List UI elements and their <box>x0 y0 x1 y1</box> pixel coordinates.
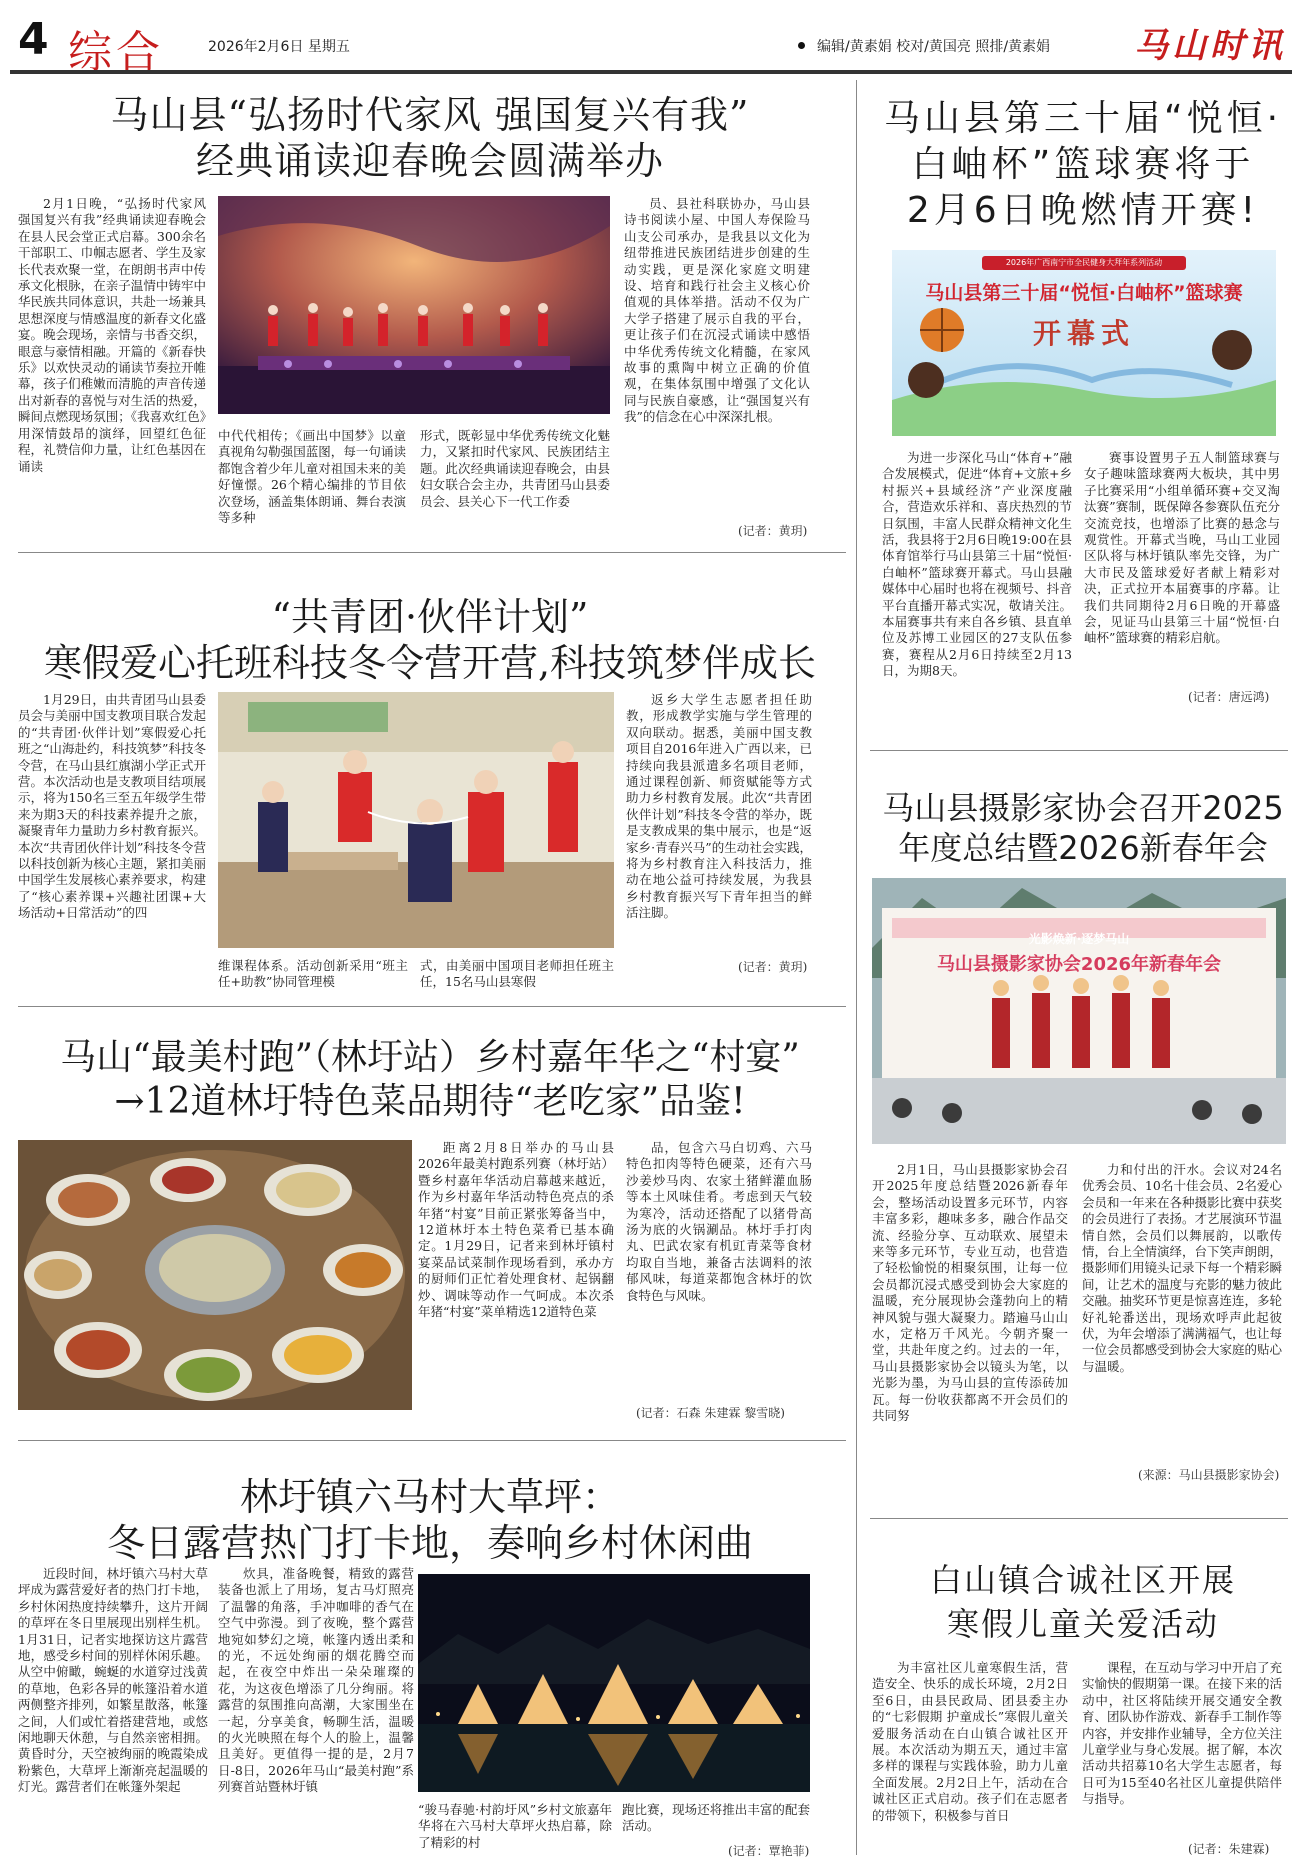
headline-line: 马山县第三十届“悦恒· <box>883 98 1283 139</box>
article-2-caption-right <box>420 958 614 998</box>
article-1-column-3 <box>624 196 810 486</box>
article-3-headline <box>20 1036 840 1124</box>
article-4-caption-right <box>622 1802 810 1842</box>
basketball-poster <box>892 250 1276 436</box>
article-3-column-3 <box>626 1140 812 1376</box>
headline-line: 寒假爱心托班科技冬令营开营,科技筑梦伴成长 <box>43 641 817 685</box>
body-text: 为进一步深化马山“体育+”融合发展模式，促进“体育+文旅+乡村振兴+县域经济”产业深度融合，营造欢乐祥和、喜庆热烈的节日氛围，丰富人民群众精神文化生活，我县将于2月6日晚19:00在县体育馆举行马山县第三十届“悦恒·白岫杯”篮球赛开幕式。马山县融媒体中心届时也将在视频号、抖音平台直播开幕式实况，敬请关注。本届赛事共有来自各乡镇、县直单位及苏博工业园区的27支队伍参赛，赛程从2月6日持续至2月13日，为期8天。 <box>882 450 1072 679</box>
headline-line: 林圩镇六马村大草坪： <box>239 1475 620 1519</box>
poster-banner-text: 2026年广西南宁市全民健身大拜年系列活动 <box>1005 258 1163 267</box>
article-5-column-2 <box>1084 450 1280 682</box>
article-4-caption-left <box>418 1802 612 1858</box>
headline-line: 白山镇合诚社区开展 <box>929 1561 1236 1599</box>
article-5-column-1 <box>882 450 1072 700</box>
article-2-headline <box>20 594 840 686</box>
credits-text: 编辑/黄素娟 校对/黄国亮 照排/黄素娟 <box>817 39 1051 55</box>
body-text: 1月29日，由共青团马山县委员会与美丽中国支教项目联合发起的“共青团·伙伴计划”寒假爱心托班之“山海赴约，科技筑梦”科技冬令营，在马山县红旗湖小学正式开营。本次活动也是支教项目结项展示，将为150名三至五年级学生带来为期3天的科技素养提升之旅，凝聚青年力量助力乡村教育振兴。本次“共青团伙伴计划”科技冬令营以科技创新为核心主题，紧扣美丽中国学生发展核心素养要求，构建了“核心素养课+兴趣社团课+大场活动+日常活动”的四 <box>18 692 206 921</box>
article-1-stage-photo <box>218 196 610 414</box>
headline-line: 年度总结暨2026新春年会 <box>898 829 1268 867</box>
article-4-campsite-photo <box>418 1574 810 1792</box>
article-7-column-1 <box>872 1660 1068 1858</box>
article-1-headline <box>20 92 840 184</box>
article-6-column-1 <box>872 1162 1068 1472</box>
headline-line: 白岫杯”篮球赛将于 <box>911 144 1255 185</box>
body-text: “骏马春驰·村韵圩风”乡村文旅嘉年华将在六马村大草坪火热启幕，除了精彩的村 <box>418 1802 612 1850</box>
bullet-icon <box>798 42 805 49</box>
article-2-column-1 <box>18 692 206 986</box>
article-divider <box>870 750 1288 751</box>
article-4-column-2 <box>218 1566 414 1798</box>
body-text: 课程，在互动与学习中开启了充实愉快的假期第一课。在接下来的活动中，社区将陆续开展交通安全教育、团队协作游戏、新春手工制作等内容，并安排作业辅导，全方位关注儿童学业与身心发展。据了解，本次活动共招募10名大学生志愿者，每日可为15至40名社区儿童提供陪伴与指导。 <box>1082 1660 1282 1807</box>
article-6-column-2 <box>1082 1162 1282 1432</box>
article-2-column-3 <box>626 692 812 954</box>
new-year-gala-image <box>872 878 1286 1144</box>
headline-line: 2月6日晚燃情开赛! <box>906 190 1260 231</box>
article-2-caption-left <box>218 958 408 998</box>
masthead <box>10 12 1292 78</box>
article-divider <box>18 1006 846 1007</box>
body-text: 维课程体系。活动创新采用“班主任+助教”协同管理模 <box>218 958 408 990</box>
article-3-feast-photo <box>18 1140 412 1410</box>
article-4-byline: (记者：覃艳菲) <box>728 1844 810 1858</box>
body-text: 员、县社科联协办，马山县诗书阅读小屋、中国人寿保险马山支公司承办，是我县以文化为纽带推进民族团结进步创建的生动实践，更是深化家庭文明建设、培育和践行社会主义核心价值观的具体举措。活动不仅为广大学子搭建了展示自我的平台，更让孩子们在沉浸式诵读中感悟中华优秀传统文化精髓，在家风故事的熏陶中树立正确的价值观，在集体氛围中增强了文化认同与民族自豪感，让“强国复兴有我”的信念在心中深深扎根。 <box>624 196 810 425</box>
poster-title: 马山县第三十届“悦恒·白岫杯”篮球赛 <box>925 282 1243 304</box>
body-text: 近段时间，林圩镇六马村大草坪成为露营爱好者的热门打卡地，乡村休闲热度持续攀升，这片开阔的草坪在冬日里展现出别样生机。1月31日，记者实地探访这片露营地，感受乡村间的别样休闲乐趣。从空中俯瞰，蜿蜒的水道穿过浅黄的草地，色彩各异的帐篷沿着水道两侧整齐排列，如繁星散落，帐篷之间，人们或忙着搭建营地，或悠闲地聊天休憩，与自然亲密相拥。黄昏时分，天空被绚丽的晚霞染成粉紫色，大草坪上渐渐亮起温暖的灯光。露营者们在帐篷外架起 <box>18 1566 208 1795</box>
body-text: 距离2月8日举办的马山县2026年最美村跑系列赛（林圩站）暨乡村嘉年华活动启幕越来越近，作为乡村嘉年华活动特色亮点的杀年猪“村宴”目前正紧张筹备当中，12道林圩本土特色菜肴已基本确定。1月29日，记者来到林圩镇村宴菜品试菜制作现场看到，承办方的厨师们正忙着处理食材、起锅翻炒、调味等动作一气呵成。本次杀年猪“村宴”菜单精选12道特色菜 <box>418 1140 614 1320</box>
night-campsite-image <box>418 1574 810 1792</box>
article-divider <box>18 1440 846 1441</box>
article-3-byline: (记者：石森 朱建霖 黎雪晓) <box>636 1406 785 1420</box>
poster-subtitle: 开幕式 <box>1032 317 1135 350</box>
headline-line: 寒假儿童关爱活动 <box>946 1605 1219 1643</box>
section-name: 综合 <box>68 27 164 78</box>
headline-line: →12道林圩特色菜品期待“老吃家”品鉴! <box>114 1081 746 1122</box>
gala-banner-main: 马山县摄影家协会2026年新春年会 <box>936 954 1222 975</box>
article-7-column-2 <box>1082 1660 1282 1836</box>
headline-line: 马山“最美村跑”（林圩站）乡村嘉年华之“村宴” <box>60 1037 800 1078</box>
body-text: 2月1日，马山县摄影家协会召开2025年度总结暨2026新春年会，整场活动设置多元环节，内容丰富多彩，趣味多多，融合作品交流、经验分享、互动联欢、展望未来等多元环节，专业互动，也营造了轻松愉悦的相聚氛围，让每一位会员都沉浸式感受到协会大家庭的温暖，充分展现协会蓬勃向上的精神风貌与强大凝聚力。踏遍马山山水，定格万千风光。今朝齐聚一堂，共赴年度之约。过去的一年，马山县摄影家协会以镜头为笔，以光影为墨，为马山县的宣传添砖加瓦。每一份收获都离不开会员们的共同努 <box>872 1162 1068 1424</box>
article-1-column-1 <box>18 196 206 530</box>
article-4-headline <box>20 1474 840 1566</box>
column-divider <box>856 80 857 1855</box>
article-2-classroom-photo <box>218 692 614 948</box>
article-1-caption-right <box>420 428 610 540</box>
article-1-byline: (记者：黄玥) <box>738 524 808 538</box>
village-feast-image <box>18 1140 412 1410</box>
body-text: 力和付出的汗水。会议对24名优秀会员、10名十佳会员、2名爱心会员和一年来在各种摄影比赛中获奖的会员进行了表扬。才艺展演环节温情自然，会员们以舞展韵，以歌传情，台上全情演绎，台下笑声朗朗，摄影师们用镜头记录下每一个精彩瞬间，让艺术的温度与充影的魅力彼此交融。抽奖环节更是惊喜连连，多轮好礼轮番送出，现场欢呼声此起彼伏，为年会增添了满满福气，也让每一位会员都感受到协会大家庭的贴心与温暖。 <box>1082 1162 1282 1374</box>
issue-date: 2026年2月6日 星期五 <box>208 39 350 55</box>
article-divider <box>870 1518 1288 1519</box>
gala-banner-top: 光影焕新·逐梦马山 <box>1028 932 1130 946</box>
article-2-byline: (记者：黄玥) <box>738 960 808 974</box>
headline-line: 经典诵读迎春晚会圆满举办 <box>195 139 664 183</box>
article-7-headline <box>876 1558 1290 1646</box>
article-1-caption-left <box>218 428 406 540</box>
body-text: 赛事设置男子五人制篮球赛与女子趣味篮球赛两大板块，其中男子比赛采用“小组单循环赛+交叉淘汰赛”赛制，既保障各参赛队伍充分交流竞技，也增添了比赛的悬念与观赏性。开幕式当晚，马山工业园区队将与林圩镇队率先交锋，为广大市民及篮球爱好者献上精彩对决，正式拉开本届赛事的序幕。让我们共同期待2月6日晚的开幕盛会，见证马山县第三十届“悦恒·白岫杯”篮球赛的精彩启航。 <box>1084 450 1280 646</box>
photography-assoc-photo <box>872 878 1286 1144</box>
article-6-byline: (来源：马山县摄影家协会) <box>1138 1468 1280 1482</box>
header-rule <box>10 70 1292 74</box>
classroom-activity-image <box>218 692 614 948</box>
article-5-byline: (记者：唐远鸿) <box>1188 690 1270 704</box>
article-3-column-2 <box>418 1140 614 1420</box>
body-text: 炊具，准备晚餐，精致的露营装备也派上了用场，复古马灯照亮了温馨的角落，手冲咖啡的香气在空气中弥漫。到了夜晚，整个露营地宛如梦幻之境，帐篷内透出柔和的光，不远处绚丽的烟花腾空而起，在夜空中炸出一朵朵璀璨的花，为这夜色增添了几分绚丽。将露营的氛围推向高潮，大家围坐在一起，分享美食，畅聊生活，温暖的火光映照在每个人的脸上，温馨且美好。更值得一提的是，2月7日-8日，2026年马山“最美村跑”系列赛首站暨林圩镇 <box>218 1566 414 1795</box>
body-text: 2月1日晚，“弘扬时代家风 强国复兴有我”经典诵读迎春晚会在县人民会堂正式启幕。300余名干部职工、巾帼志愿者、学生及家长代表欢聚一堂，在朗朗书声中传承文化根脉，在亲子温情中铸牢中华民族共同体意识，共赴一场兼具思想深度与情感温度的新春文化盛宴。晚会现场，亲情与书香交织，眼意与豪情相融。开篇的《新春快乐》以欢快灵动的诵读节奏拉开帷幕，孩子们稚嫩而清脆的声音传递出对新春的喜悦与对生活的热爱，瞬间点燃现场氛围；《我喜欢红色》用深情鼓昂的演绎，回望红色征程，礼赞信仰力量，让红色基因在诵读 <box>18 196 206 474</box>
article-4-column-1 <box>18 1566 208 1858</box>
editor-credits <box>798 36 1050 56</box>
article-6-headline <box>876 788 1290 868</box>
body-text: 品，包含六马白切鸡、六马特色扣肉等特色硬菜，还有六马沙姜炒马肉、农家土猪鲜灌血肠等本土风味佳肴。考虑到天气较为寒冷，活动还搭配了以猪骨高汤为底的火锅涮品。林圩手打肉丸、巴武农家有机豇青菜等食材均取自当地，兼备古法调料的浓郁风味，每道菜都饱含林圩的饮食特色与风味。 <box>626 1140 812 1303</box>
article-7-byline: (记者：朱建霖) <box>1188 1842 1270 1856</box>
headline-line: 冬日露营热门打卡地，奏响乡村休闲曲 <box>106 1521 753 1565</box>
body-text: 形式，既彰显中华优秀传统文化魅力，又紧扣时代家风、民族团结主题。此次经典诵读迎春晚会，由县妇女联合会主办，共青团马山县委员会、县关心下一代工作委 <box>420 428 610 509</box>
body-text: 中代代相传；《画出中国梦》以童真视角勾勒强国蓝图，每一句诵读都饱含着少年儿童对祖国未来的美好憧憬。26个精心编排的节目依次登场，涵盖集体朗诵、舞台表演等多种 <box>218 428 406 526</box>
page-number: 4 <box>18 14 49 65</box>
headline-line: 马山县摄影家协会召开2025 <box>882 789 1284 827</box>
article-divider <box>18 552 846 553</box>
body-text: 式，由美丽中国项目老师担任班主任，15名马山县寒假 <box>420 958 614 990</box>
body-text: 跑比赛，现场还将推出丰富的配套活动。 <box>622 1802 810 1834</box>
stage-performance-image <box>218 196 610 414</box>
body-text: 返乡大学生志愿者担任助教，形成教学实施与学生管理的双向联动。据悉，美丽中国支教项目自2016年进入广西以来，已持续向我县派遣多名项目老师，通过课程创新、师资赋能等方式助力乡村教育发展。此次“共青团伙伴计划”科技冬令营的举办，既是支教成果的集中展示，也是“返家乡·青春兴马”的生动社会实践，将为乡村教育注入科技活力，推动在地公益可持续发展，为我县乡村教育振兴写下青年担当的鲜活注脚。 <box>626 692 812 921</box>
article-5-headline <box>876 96 1290 234</box>
headline-line: “共青团·伙伴计划” <box>271 595 589 639</box>
body-text: 为丰富社区儿童寒假生活，营造安全、快乐的成长环境，2月2日至6日，由县民政局、团县委主办的“七彩假期 护童成长”寒假儿童关爱服务活动在白山镇合诚社区开展。本次活动为期五天，通过丰富多样的课程与实践体验，助力儿童全面发展。2月2日上午，活动在合诚社区正式启动。孩子们在志愿者的带领下，积极参与首日 <box>872 1660 1068 1823</box>
headline-line: 马山县“弘扬时代家风 强国复兴有我” <box>110 93 750 137</box>
newspaper-logo: 马山时讯 <box>1134 26 1286 66</box>
